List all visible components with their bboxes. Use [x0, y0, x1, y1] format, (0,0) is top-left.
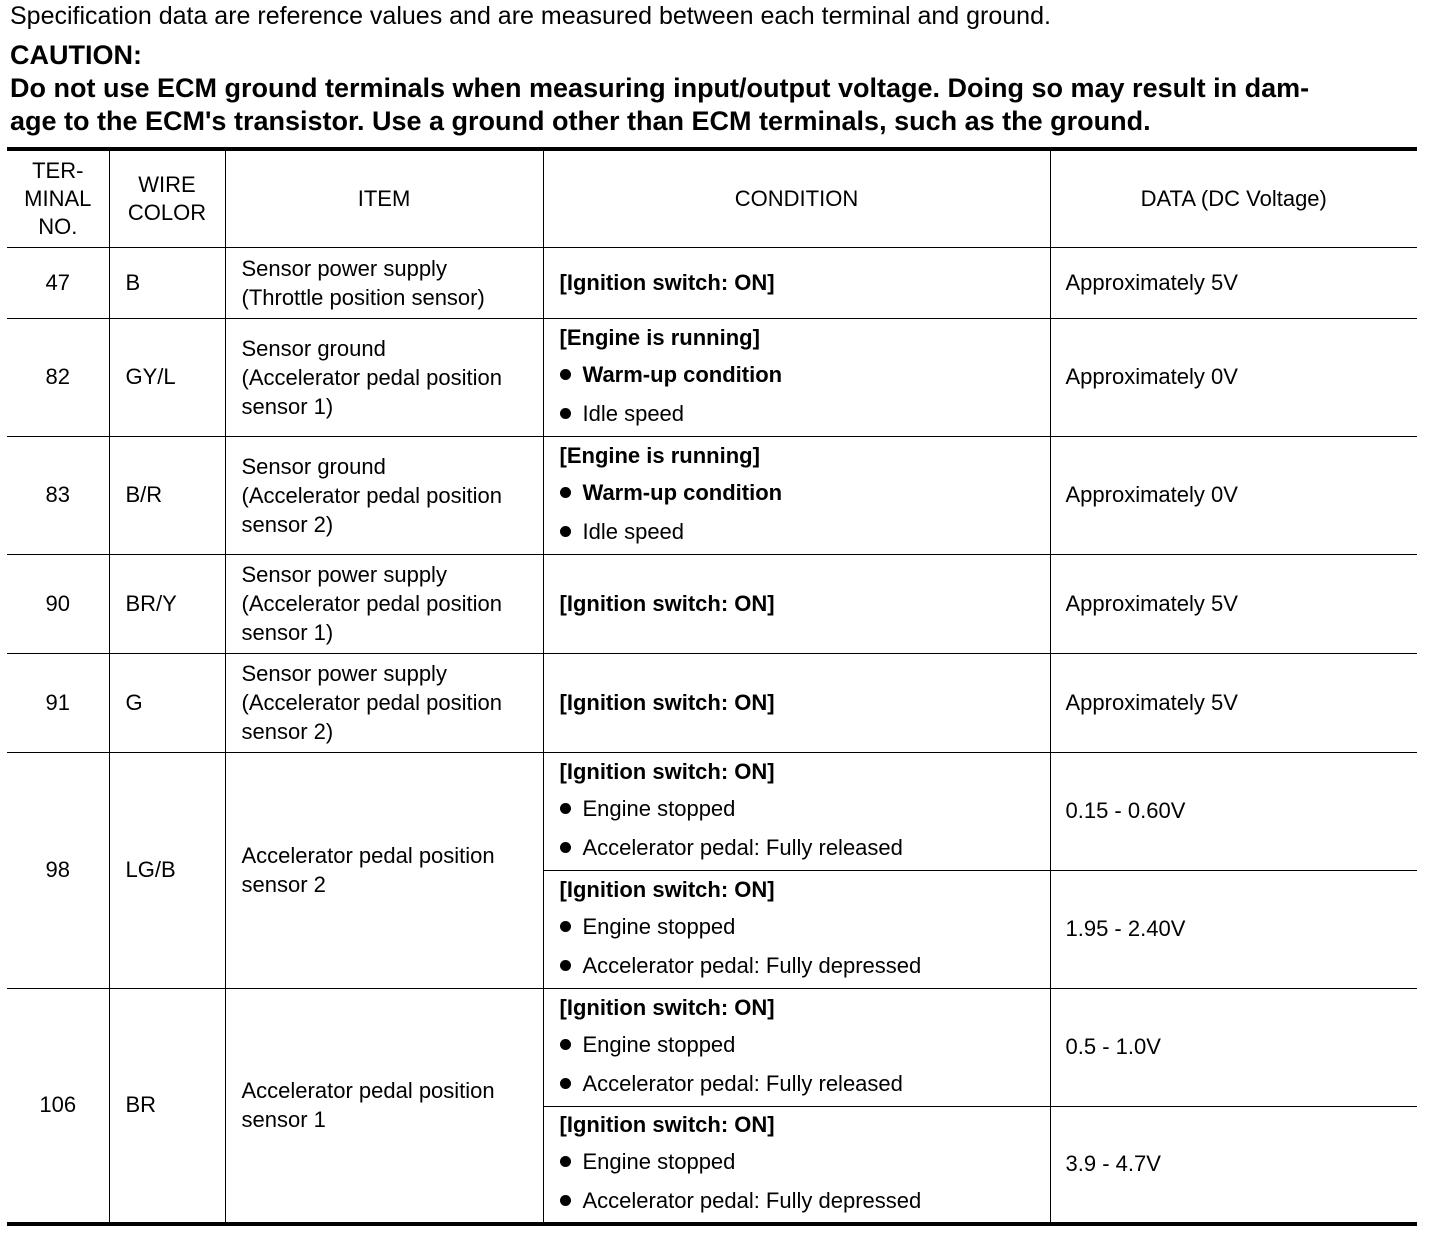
condition-head: [Ignition switch: ON] [559, 1112, 775, 1138]
table-row [7, 554, 1417, 653]
condition [543, 653, 1050, 752]
table-row [7, 988, 1417, 1106]
bullet-text: Accelerator pedal: Fully released [582, 835, 903, 860]
bullet-icon [560, 408, 571, 419]
item-line: Sensor power supply [241, 562, 447, 587]
condition [543, 554, 1050, 653]
item-line: Accelerator pedal position [241, 1078, 495, 1104]
wire-color: BR [109, 988, 225, 1224]
condition-head: [Ignition switch: ON] [559, 759, 775, 784]
bullet-icon [560, 1039, 571, 1050]
bullet-icon [560, 960, 571, 971]
header-terminal-no [7, 149, 109, 247]
data-value: Approximately 5V [1050, 653, 1417, 752]
bullet-text: Engine stopped [582, 1149, 736, 1175]
wire-color: LG/B [109, 752, 225, 988]
condition-bullet [560, 828, 1050, 867]
condition-bullet [560, 473, 1050, 512]
data-value: 1.95 - 2.40V [1050, 870, 1417, 988]
header-text: NO. [38, 213, 78, 239]
terminal-no: 106 [7, 988, 109, 1224]
condition-bullet [560, 789, 1050, 828]
item-line: sensor 1) [241, 620, 334, 645]
caution-body [10, 72, 1418, 138]
item-line: (Accelerator pedal position [241, 482, 502, 508]
data-value: Approximately 0V [1050, 318, 1417, 436]
bullet-text: Accelerator pedal: Fully depressed [582, 1188, 922, 1214]
item [225, 436, 543, 554]
wire-color: B/R [109, 436, 225, 554]
condition-head: [Engine is running] [559, 443, 760, 468]
bullet-icon [560, 1195, 571, 1206]
bullet-icon [560, 1078, 571, 1089]
data-value: 0.15 - 0.60V [1050, 752, 1417, 870]
header-item: ITEM [225, 149, 543, 247]
caution-line-1: Do not use ECM ground terminals when measuring input/output voltage. Doing so may result in dam- [10, 73, 1310, 103]
header-data: DATA (DC Voltage) [1050, 149, 1417, 247]
bullet-icon [560, 842, 571, 853]
header-wire-color [109, 149, 225, 247]
condition-bullet [560, 1025, 1050, 1064]
table-row [7, 318, 1417, 436]
terminal-no: 91 [7, 653, 109, 752]
item-line: Accelerator pedal position [241, 843, 495, 868]
item [225, 752, 543, 988]
condition-bullet [560, 1142, 1050, 1181]
condition-head: [Ignition switch: ON] [559, 995, 775, 1020]
table-row [7, 436, 1417, 554]
bullet-text: Warm-up condition [582, 362, 783, 387]
bullet-text: Engine stopped [582, 914, 736, 939]
item-line: Sensor ground [241, 453, 386, 479]
item-line: (Accelerator pedal position [241, 690, 502, 715]
wire-color: G [109, 653, 225, 752]
item-line: sensor 2 [241, 872, 326, 897]
terminal-no: 47 [7, 247, 109, 318]
data-value: Approximately 5V [1050, 247, 1417, 318]
item-line: sensor 1) [241, 393, 334, 419]
bullet-text: Idle speed [582, 519, 685, 544]
bullet-text: Engine stopped [582, 1032, 736, 1057]
header-text: WIRE [138, 171, 196, 197]
item-line: sensor 2) [241, 719, 334, 744]
bullet-text: Accelerator pedal: Fully depressed [582, 953, 922, 978]
item-line: (Accelerator pedal position [241, 591, 502, 616]
item [225, 988, 543, 1224]
item-line: Sensor ground [241, 335, 386, 361]
condition [543, 752, 1050, 870]
bullet-icon [560, 487, 571, 498]
item [225, 653, 543, 752]
condition [543, 870, 1050, 988]
condition [543, 318, 1050, 436]
item-line: sensor 2) [241, 511, 334, 537]
table-row [7, 247, 1417, 318]
data-value: 3.9 - 4.7V [1050, 1106, 1417, 1224]
data-value: Approximately 5V [1050, 554, 1417, 653]
bullet-icon [560, 803, 571, 814]
terminal-no: 83 [7, 436, 109, 554]
item-line: Sensor power supply [241, 255, 447, 281]
table-row [7, 752, 1417, 870]
condition [543, 988, 1050, 1106]
condition [543, 1106, 1050, 1224]
condition-bullet [560, 512, 1050, 551]
condition-bullet [560, 1064, 1050, 1103]
table-header-row [7, 149, 1417, 247]
header-text: MINAL [24, 185, 92, 211]
bullet-icon [560, 526, 571, 537]
table-row [7, 653, 1417, 752]
condition-bullet [560, 355, 1050, 394]
wire-color: GY/L [109, 318, 225, 436]
condition [543, 436, 1050, 554]
data-value: Approximately 0V [1050, 436, 1417, 554]
header-text: TER- [32, 157, 84, 183]
bullet-text: Warm-up condition [582, 480, 783, 505]
bullet-icon [560, 921, 571, 932]
condition-head: [Ignition switch: ON] [559, 590, 775, 616]
condition-head: [Ignition switch: ON] [559, 269, 775, 295]
caution-line-2: age to the ECM's transistor. Use a ground other than ECM terminals, such as the ground. [10, 106, 1151, 136]
bullet-text: Engine stopped [582, 796, 736, 821]
terminal-no: 90 [7, 554, 109, 653]
condition-head: [Ignition switch: ON] [559, 689, 775, 715]
item [225, 318, 543, 436]
item [225, 247, 543, 318]
bullet-icon [560, 369, 571, 380]
condition [543, 247, 1050, 318]
bullet-text: Idle speed [582, 401, 685, 426]
condition-head: [Ignition switch: ON] [559, 877, 775, 902]
terminal-spec-table [7, 147, 1417, 1226]
condition-bullet [560, 394, 1050, 433]
intro-text: Specification data are reference values and are measured between each terminal and ground. [10, 2, 1051, 30]
condition-head: [Engine is running] [559, 325, 760, 350]
condition-bullet [560, 1181, 1050, 1220]
item [225, 554, 543, 653]
condition-bullet [560, 907, 1050, 946]
item-line: Sensor power supply [241, 661, 447, 686]
terminal-no: 98 [7, 752, 109, 988]
condition-bullet [560, 946, 1050, 985]
data-value: 0.5 - 1.0V [1050, 988, 1417, 1106]
item-line: (Accelerator pedal position [241, 364, 502, 390]
item-line: (Throttle position sensor) [241, 284, 485, 310]
header-text: COLOR [127, 199, 207, 225]
caution-title: CAUTION: [10, 40, 142, 70]
bullet-text: Accelerator pedal: Fully released [582, 1071, 903, 1096]
wire-color: B [109, 247, 225, 318]
item-line: sensor 1 [241, 1107, 326, 1133]
wire-color: BR/Y [109, 554, 225, 653]
bullet-icon [560, 1156, 571, 1167]
terminal-no: 82 [7, 318, 109, 436]
header-condition: CONDITION [543, 149, 1050, 247]
